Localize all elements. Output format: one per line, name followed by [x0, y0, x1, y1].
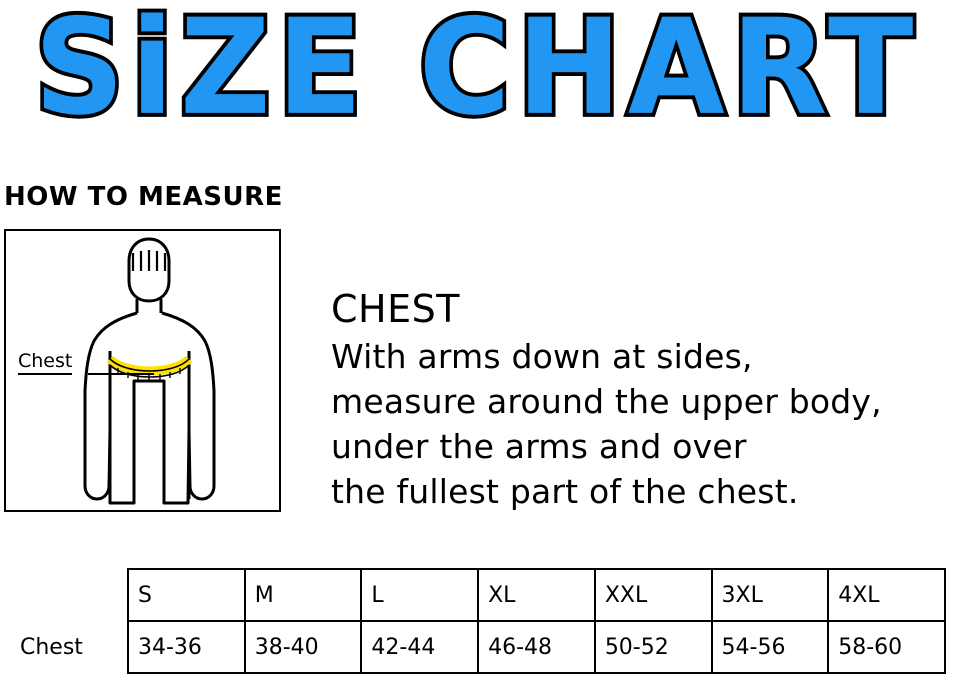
chest-description-line-3: under the arms and over: [331, 427, 747, 466]
table-header-m: M: [245, 569, 362, 621]
table-cell-chest-3xl: 54-56: [712, 621, 829, 673]
figure-chest-label: Chest: [18, 350, 72, 375]
chest-leader-line: [88, 373, 154, 375]
size-table: [6, 568, 946, 674]
table-cell-chest-m: 38-40: [245, 621, 362, 673]
chest-description-line-4: the fullest part of the chest.: [331, 472, 799, 511]
table-cell-chest-4xl: 58-60: [828, 621, 945, 673]
table-header-row: [6, 569, 945, 621]
table-corner-cell: [6, 569, 128, 621]
size-table-container: [0, 568, 954, 674]
page-title-banner: [0, 0, 954, 150]
how-to-measure-heading: HOW TO MEASURE: [4, 182, 283, 212]
table-header-xxl: XXL: [595, 569, 712, 621]
chest-description-heading: CHEST: [331, 287, 460, 331]
table-header-l: L: [361, 569, 478, 621]
table-cell-chest-s: 34-36: [128, 621, 245, 673]
table-header-xl: XL: [478, 569, 595, 621]
chest-description-line-1: With arms down at sides,: [331, 337, 753, 376]
table-header-4xl: 4XL: [828, 569, 945, 621]
table-row-label-chest: Chest: [20, 634, 83, 660]
table-cell-chest-xxl: 50-52: [595, 621, 712, 673]
table-header-s: S: [128, 569, 245, 621]
chest-description: [331, 286, 951, 514]
chest-description-line-2: measure around the upper body,: [331, 382, 882, 421]
table-row: [6, 621, 945, 673]
chest-description-body: [331, 334, 951, 514]
table-cell-chest-l: 42-44: [361, 621, 478, 673]
table-cell-chest-xl: 46-48: [478, 621, 595, 673]
page-title: SiZE CHART: [34, 0, 920, 145]
table-header-3xl: 3XL: [712, 569, 829, 621]
